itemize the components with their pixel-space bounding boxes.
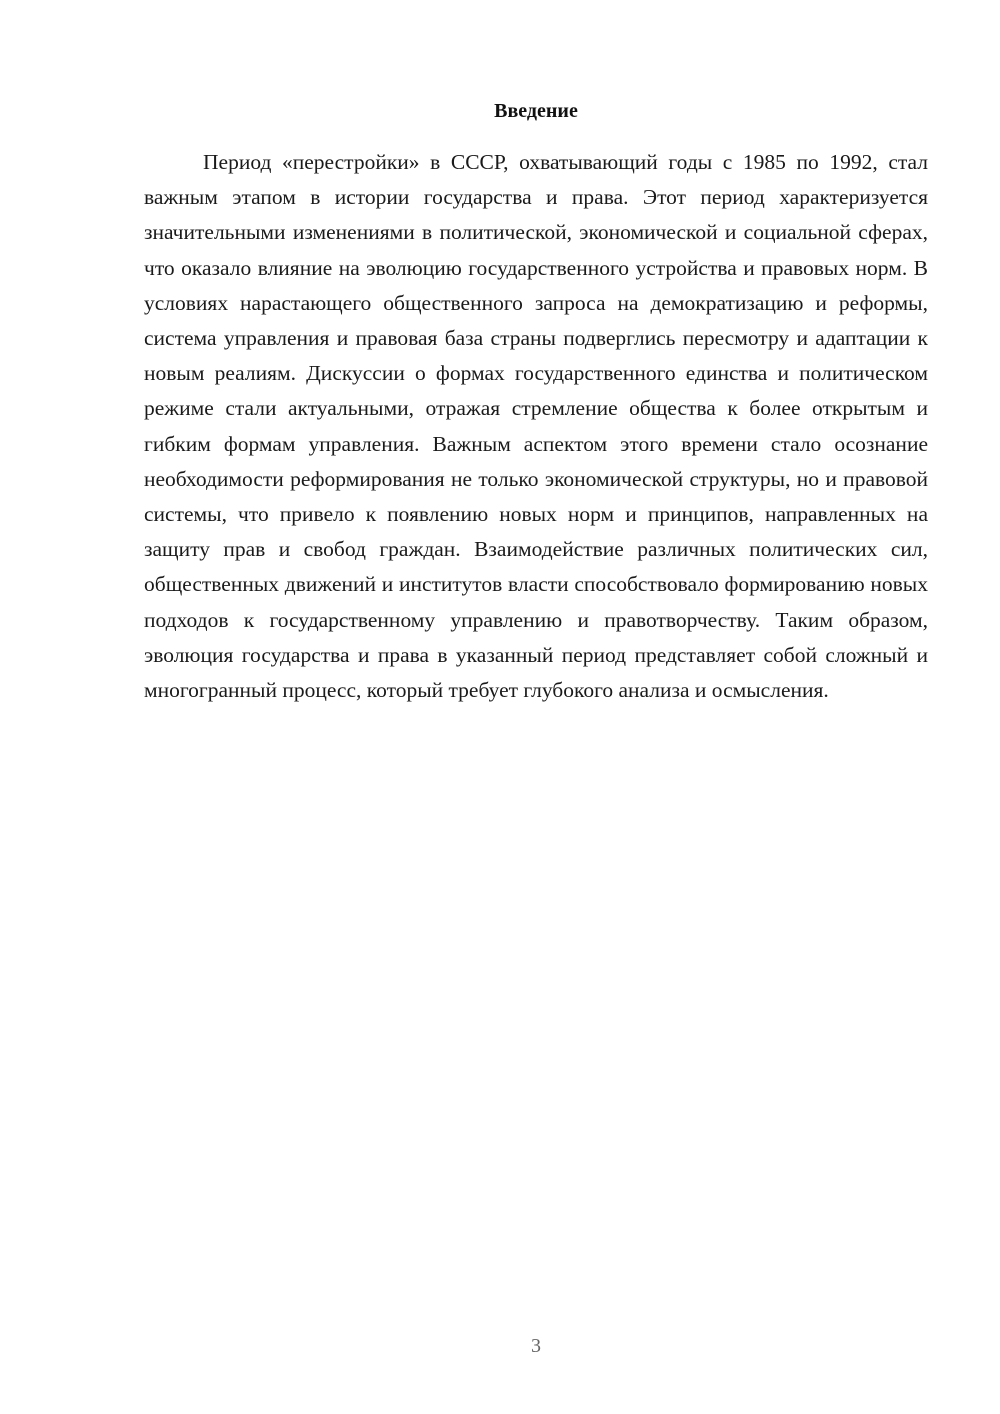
- section-heading: Введение: [494, 100, 578, 122]
- body-paragraph: Период «перестройки» в СССР, охватывающий годы с 1985 по 1992, стал важным этапом в истории государства и права. Этот период характеризуется значительными изменениями в политической, экономической и социальной сферах, что оказало влияние на эволюцию государственного устройства и правовых норм. В условиях нарастающего общественного запроса на демократизацию и реформы, система управления и правовая база страны подверглись пересмотру и адаптации к новым реалиям. Дискуссии о формах государственного единства и политическом режиме стали актуальными, отражая стремление общества к более открытым и гибким формам управления. Важным аспектом этого времени стало осознание необходимости реформирования не только экономической структуры, но и правовой системы, что привело к появлению новых норм и принципов, направленных на защиту прав и свобод граждан. Взаимодействие различных политических сил, общественных движений и институтов власти способствовало формированию новых подходов к государственному управлению и правотворчеству. Таким образом, эволюция государства и права в указанный период представляет собой сложный и многогранный процесс, который требует глубокого анализа и осмысления.: [144, 150, 928, 703]
- page-number: 3: [531, 1335, 541, 1357]
